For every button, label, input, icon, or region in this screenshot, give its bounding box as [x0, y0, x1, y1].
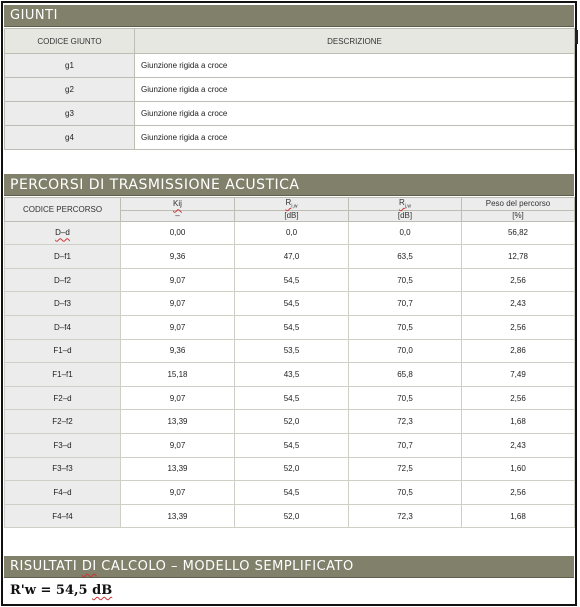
percorsi-cell-peso: 1,68 — [462, 410, 575, 434]
giunti-section-title — [4, 5, 574, 27]
percorsi-cell-riw: 54,5 — [235, 386, 349, 410]
percorsi-row — [5, 504, 575, 528]
giunti-cell-desc: Giunzione rigida a croce — [135, 126, 575, 150]
percorsi-cell-peso: 7,49 — [462, 363, 575, 387]
percorsi-cell-rjw: 72,3 — [349, 504, 462, 528]
giunti-cell-code: g1 — [5, 54, 135, 78]
percorsi-cell-rjw: 0,0 — [349, 221, 462, 245]
percorsi-cell-rjw: 65,8 — [349, 363, 462, 387]
percorsi-row — [5, 315, 575, 339]
percorsi-cell-peso: 2,56 — [462, 315, 575, 339]
percorsi-cell-rjw: 70,5 — [349, 481, 462, 505]
giunti-cell-desc: Giunzione rigida a croce — [135, 78, 575, 102]
giunti-cell-code: g4 — [5, 126, 135, 150]
percorsi-col-riw: $R_{i,w}$ — [235, 198, 349, 211]
percorsi-cell-riw: 54,5 — [235, 268, 349, 292]
result-unit: dB — [92, 583, 113, 598]
giunti-cell-desc: Giunzione rigida a croce — [135, 54, 575, 78]
percorsi-table — [4, 197, 575, 528]
percorsi-row — [5, 457, 575, 481]
percorsi-unit-rjw: [dB] — [349, 210, 462, 221]
percorsi-cell-rjw: 70,5 — [349, 268, 462, 292]
giunti-title-text: GIUNTI — [10, 8, 58, 23]
percorsi-cell-code: F3–d — [5, 433, 121, 457]
percorsi-cell-riw: 54,5 — [235, 315, 349, 339]
risultati-title-di: DI — [81, 559, 97, 574]
percorsi-cell-peso: 2,86 — [462, 339, 575, 363]
percorsi-cell-rjw: 70,5 — [349, 386, 462, 410]
percorsi-cell-riw: 54,5 — [235, 433, 349, 457]
percorsi-unit-riw: [dB] — [235, 210, 349, 221]
percorsi-cell-kij: 9,07 — [121, 292, 235, 316]
percorsi-cell-peso: 2,56 — [462, 386, 575, 410]
result-value — [10, 583, 112, 598]
percorsi-cell-peso: 2,43 — [462, 292, 575, 316]
percorsi-row — [5, 268, 575, 292]
window-edge — [575, 30, 578, 44]
percorsi-cell-code — [5, 221, 121, 245]
percorsi-section-title — [4, 174, 574, 196]
percorsi-cell-code: F1–d — [5, 339, 121, 363]
giunti-cell-desc: Giunzione rigida a croce — [135, 102, 575, 126]
percorsi-cell-riw: 54,5 — [235, 481, 349, 505]
percorsi-cell-code: F4–f4 — [5, 504, 121, 528]
percorsi-row — [5, 410, 575, 434]
percorsi-cell-riw: 53,5 — [235, 339, 349, 363]
percorsi-row — [5, 433, 575, 457]
percorsi-cell-peso: 1,68 — [462, 504, 575, 528]
giunti-col-code: CODICE GIUNTO — [5, 29, 135, 54]
giunti-cell-code: g3 — [5, 102, 135, 126]
percorsi-cell-rjw: 63,5 — [349, 245, 462, 269]
percorsi-cell-kij: 0,00 — [121, 221, 235, 245]
percorsi-cell-code: F2–f2 — [5, 410, 121, 434]
percorsi-cell-kij: 9,07 — [121, 386, 235, 410]
percorsi-cell-kij: 9,07 — [121, 433, 235, 457]
percorsi-cell-rjw: 70,0 — [349, 339, 462, 363]
percorsi-cell-peso: 56,82 — [462, 221, 575, 245]
percorsi-cell-riw: 52,0 — [235, 504, 349, 528]
percorsi-col-rjw: $R_{j,w}$ — [349, 198, 462, 211]
giunti-row — [5, 78, 575, 102]
percorsi-cell-code: D–f4 — [5, 315, 121, 339]
percorsi-cell-riw: 52,0 — [235, 457, 349, 481]
percorsi-unit-peso: [%] — [462, 210, 575, 221]
percorsi-cell-riw: 47,0 — [235, 245, 349, 269]
percorsi-row — [5, 363, 575, 387]
percorsi-col-kij: Kij — [121, 198, 235, 211]
percorsi-code-text: D–d — [55, 228, 70, 238]
percorsi-cell-kij: 9,36 — [121, 245, 235, 269]
giunti-header-row — [5, 29, 575, 54]
percorsi-cell-code: F1–f1 — [5, 363, 121, 387]
percorsi-row — [5, 245, 575, 269]
percorsi-row — [5, 221, 575, 245]
risultati-title-a: RISULTATI — [10, 559, 82, 574]
percorsi-title-text: PERCORSI DI TRASMISSIONE ACUSTICA — [10, 177, 300, 193]
percorsi-cell-peso: 2,43 — [462, 433, 575, 457]
percorsi-header-row-1 — [5, 198, 575, 211]
percorsi-cell-riw: 54,5 — [235, 292, 349, 316]
percorsi-cell-kij: 13,39 — [121, 504, 235, 528]
percorsi-cell-kij: 9,07 — [121, 481, 235, 505]
giunti-cell-code: g2 — [5, 78, 135, 102]
percorsi-cell-code: F3–f3 — [5, 457, 121, 481]
percorsi-cell-riw: 43,5 — [235, 363, 349, 387]
giunti-row — [5, 102, 575, 126]
percorsi-cell-peso: 2,56 — [462, 268, 575, 292]
percorsi-cell-kij: 13,39 — [121, 410, 235, 434]
percorsi-cell-code: D–f3 — [5, 292, 121, 316]
percorsi-cell-code: F4–d — [5, 481, 121, 505]
result-label: R'w = 54,5 — [10, 583, 93, 598]
percorsi-cell-kij: 9,07 — [121, 268, 235, 292]
percorsi-cell-rjw: 70,7 — [349, 292, 462, 316]
risultati-section-title — [4, 556, 574, 578]
percorsi-cell-code: F2–d — [5, 386, 121, 410]
percorsi-col-code: CODICE PERCORSO — [5, 198, 121, 222]
percorsi-cell-code: D–f1 — [5, 245, 121, 269]
risultati-title-b: CALCOLO – MODELLO SEMPLIFICATO — [96, 559, 354, 574]
giunti-table — [4, 28, 575, 150]
percorsi-row — [5, 386, 575, 410]
giunti-row — [5, 54, 575, 78]
percorsi-col-peso: Peso del percorso — [462, 198, 575, 211]
percorsi-cell-kij: 13,39 — [121, 457, 235, 481]
percorsi-row — [5, 481, 575, 505]
percorsi-cell-rjw: 70,5 — [349, 315, 462, 339]
percorsi-cell-kij: 9,36 — [121, 339, 235, 363]
percorsi-cell-rjw: 72,3 — [349, 410, 462, 434]
percorsi-cell-peso: 2,56 — [462, 481, 575, 505]
percorsi-row — [5, 292, 575, 316]
giunti-col-desc: DESCRIZIONE — [135, 29, 575, 54]
percorsi-unit-kij: – — [121, 210, 235, 221]
percorsi-cell-riw: 52,0 — [235, 410, 349, 434]
percorsi-cell-riw: 0,0 — [235, 221, 349, 245]
percorsi-cell-code: D–f2 — [5, 268, 121, 292]
percorsi-cell-rjw: 72,5 — [349, 457, 462, 481]
percorsi-cell-kij: 15,18 — [121, 363, 235, 387]
percorsi-cell-kij: 9,07 — [121, 315, 235, 339]
percorsi-row — [5, 339, 575, 363]
giunti-row — [5, 126, 575, 150]
percorsi-cell-rjw: 70,7 — [349, 433, 462, 457]
percorsi-cell-peso: 1,60 — [462, 457, 575, 481]
percorsi-cell-peso: 12,78 — [462, 245, 575, 269]
